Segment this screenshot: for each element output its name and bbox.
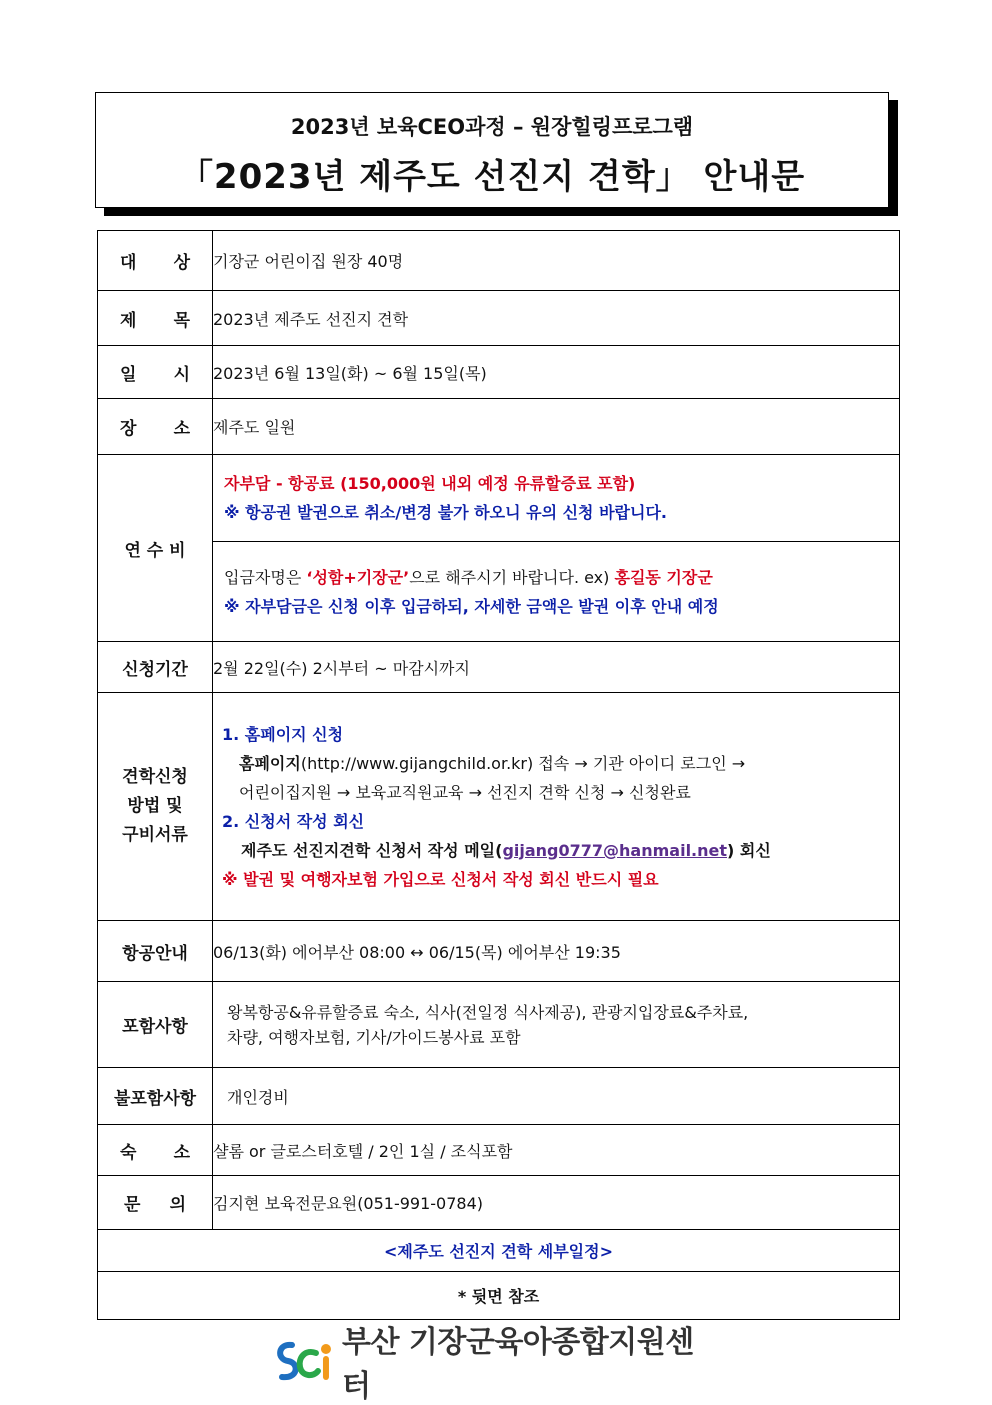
label-date-b: 시 (173, 364, 190, 385)
label-apply-3: 구비서류 (122, 825, 188, 845)
row-lodging (98, 1125, 900, 1176)
label-subject-a: 제 (120, 310, 137, 331)
label-apply-2: 방법 및 (127, 796, 183, 816)
row-apply (98, 693, 900, 921)
title-line2: 「2023년 제주도 선진지 견학」 안내문 (178, 157, 806, 197)
apply-line-3: 제주도 선진지견학 신청서 작성 메일(gijang0777@hanmail.net) 회신 (241, 840, 771, 860)
row-contact (98, 1176, 900, 1230)
title-box (95, 92, 889, 208)
label-excluded: 불포함사항 (98, 1068, 213, 1125)
row-flight (98, 921, 900, 982)
label-place-a: 장 (120, 419, 137, 439)
label-flight: 항공안내 (98, 921, 213, 982)
apply-line-2: 어린이집지원 → 보육교직원교육 → 선진지 견학 신청 → 신청완료 (239, 782, 691, 802)
footer (272, 1325, 722, 1404)
sci-logo-icon (272, 1337, 334, 1385)
value-target: 기장군 어린이집 원장 40명 (213, 231, 900, 291)
label-lodging-b: 소 (173, 1142, 190, 1163)
row-date (98, 346, 900, 399)
row-schedule-title (98, 1230, 900, 1272)
row-see-back (98, 1272, 900, 1320)
row-excluded (98, 1068, 900, 1125)
label-lodging-a: 숙 (120, 1142, 137, 1163)
value-flight: 06/13(화) 에어부산 08:00 ↔ 06/15(목) 에어부산 19:35 (213, 921, 900, 982)
apply-line-1: 홈페이지(http://www.gijangchild.or.kr) 접속 → 기관 아이디 로그인 → (239, 753, 746, 773)
label-contact-b: 의 (169, 1195, 186, 1215)
row-target (98, 231, 900, 291)
email-link[interactable]: gijang0777@hanmail.net (502, 840, 728, 860)
row-included (98, 982, 900, 1068)
fee-line1: 자부담 - 항공료 (150,000원 내외 예정 유류할증료 포함) (224, 474, 636, 493)
info-table (97, 230, 900, 1320)
fee-line3: 입금자명은 ‘성함+기장군’으로 해주시기 바랍니다. ex) 홍길동 기장군 (224, 567, 713, 587)
included-line1: 왕복항공&유류할증료 숙소, 식사(전일정 식사제공), 관광지입장료&주차료, (227, 1002, 749, 1022)
label-contact-a: 문 (124, 1195, 141, 1215)
label-target-b: 상 (173, 253, 190, 273)
value-subject: 2023년 제주도 선진지 견학 (213, 291, 900, 346)
schedule-title: <제주도 선진지 견학 세부일정> (98, 1230, 900, 1272)
label-subject-b: 목 (173, 310, 190, 331)
label-target-a: 대 (120, 253, 137, 273)
label-fee: 연 수 비 (98, 455, 213, 642)
value-contact: 김지현 보육전문요원(051-991-0784) (213, 1176, 900, 1230)
row-period (98, 642, 900, 693)
row-subject (98, 291, 900, 346)
value-lodging: 샬롬 or 글로스터호텔 / 2인 1실 / 조식포함 (213, 1125, 900, 1176)
value-excluded: 개인경비 (213, 1068, 900, 1125)
label-place-b: 소 (173, 419, 190, 439)
value-date: 2023년 6월 13일(화) ~ 6월 15일(목) (213, 346, 900, 399)
apply-line-4: ※ 발권 및 여행자보험 가입으로 신청서 작성 회신 반드시 필요 (222, 869, 659, 889)
label-apply-1: 견학신청 (122, 767, 188, 787)
fee-line2: ※ 항공권 발권으로 취소/변경 불가 하오니 유의 신청 바랍니다. (224, 503, 667, 522)
row-fee-1 (98, 455, 900, 542)
row-fee-2 (98, 542, 900, 642)
label-date-a: 일 (120, 364, 137, 385)
value-place: 제주도 일원 (213, 399, 900, 455)
apply-heading-2: 2. 신청서 작성 회신 (222, 811, 365, 831)
value-period: 2월 22일(수) 2시부터 ~ 마감시까지 (213, 642, 900, 693)
fee-line4: ※ 자부담금은 신청 이후 입금하되, 자세한 금액은 발권 이후 안내 예정 (224, 596, 719, 616)
footer-org-name: 부산 기장군육아종합지원센터 (341, 1325, 694, 1404)
label-included: 포함사항 (98, 982, 213, 1068)
see-back-note: * 뒷면 참조 (98, 1272, 900, 1320)
row-place (98, 399, 900, 455)
apply-heading-1: 1. 홈페이지 신청 (222, 724, 344, 744)
title-line1: 2023년 보육CEO과정 – 원장힐링프로그램 (290, 115, 694, 139)
label-period: 신청기간 (98, 642, 213, 693)
included-line2: 차량, 여행자보험, 기사/가이드봉사료 포함 (227, 1027, 521, 1047)
